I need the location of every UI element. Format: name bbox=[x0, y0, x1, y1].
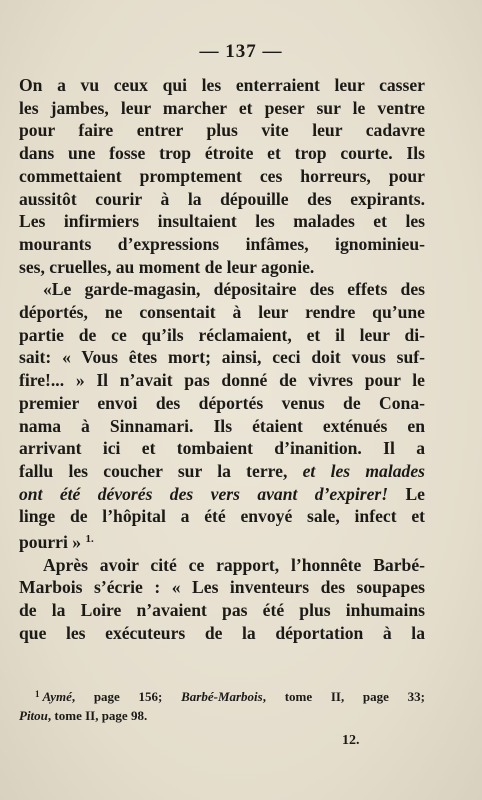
footnote-mark: 1 bbox=[35, 689, 40, 699]
text-line: arrivant ici et tombaient d’inanition. Il a bbox=[19, 438, 425, 459]
footnote-text: , tome II, page 98. bbox=[47, 708, 148, 723]
body-text bbox=[19, 74, 425, 645]
text-roman: fallu les coucher sur la terre, bbox=[19, 460, 303, 481]
text-line: les jambes, leur marcher et peser sur le ventre bbox=[19, 97, 425, 118]
text-line: nama à Sinnamari. Ils étaient exténués en bbox=[19, 415, 425, 436]
text-line: «Le garde-magasin, dépositaire des effets des bbox=[43, 279, 425, 300]
footnote-text: , tome II, page 33; bbox=[262, 689, 425, 704]
text-roman: Le bbox=[388, 483, 425, 504]
text-italic: ont été dévorés des vers avant d’expirer! bbox=[19, 483, 389, 504]
text-line: partie de ce qu’ils réclamaient, et il leur di- bbox=[19, 324, 425, 345]
signature-mark: 12. bbox=[342, 733, 360, 748]
footnote-author: Pitou bbox=[19, 708, 48, 723]
text-line: premier envoi des déportés venus de Cona- bbox=[19, 392, 425, 413]
footnote-author: Aymé bbox=[42, 689, 72, 704]
text-line: Marbois s’écrie : « Les inventeurs des soupapes bbox=[19, 577, 425, 598]
text-italic: et les malades bbox=[302, 460, 425, 481]
text-line: sait: « Vous êtes mort; ainsi, ceci doit vous suf- bbox=[19, 347, 425, 368]
text-line: Après avoir cité ce rapport, l’honnête Barbé- bbox=[43, 554, 425, 575]
footnote-line bbox=[19, 706, 425, 725]
text-line: ses, cruelles, au moment de leur agonie. bbox=[19, 256, 315, 277]
text-roman: pourri » bbox=[19, 532, 86, 553]
text-line: déportés, ne consentait à leur rendre qu’une bbox=[19, 302, 425, 323]
text-line: dans une fosse trop étroite et trop courte. Ils bbox=[19, 143, 425, 164]
page-number: — 137 — bbox=[199, 41, 283, 62]
text-line: mourants d’expressions infâmes, ignominieu- bbox=[19, 233, 425, 254]
footnote bbox=[19, 685, 425, 725]
text-line: Les infirmiers insultaient les malades et les bbox=[19, 211, 425, 232]
text-line: pour faire entrer plus vite leur cadavre bbox=[19, 120, 425, 141]
text-line bbox=[19, 460, 425, 483]
text-line bbox=[19, 483, 425, 506]
footnote-line bbox=[19, 685, 425, 706]
text-line: commettaient promptement ces horreurs, pour bbox=[19, 165, 425, 186]
text-line: que les exécuteurs de la déportation à la bbox=[19, 622, 425, 643]
text-line bbox=[19, 528, 425, 554]
footnote-author: Barbé-Marbois bbox=[181, 689, 263, 704]
text-line: fire!... » Il n’avait pas donné de vivres pour le bbox=[19, 370, 425, 391]
footnote-text: , page 156; bbox=[71, 689, 182, 704]
text-line: linge de l’hôpital a été envoyé sale, infect et bbox=[19, 506, 425, 527]
footnote-reference: 1. bbox=[85, 533, 94, 546]
text-line: aussitôt courir à la dépouille des expirants. bbox=[19, 188, 425, 209]
text-line: On a vu ceux qui les enterraient leur casser bbox=[19, 75, 425, 95]
text-line: de la Loire n’avaient pas été plus inhumains bbox=[19, 600, 425, 621]
